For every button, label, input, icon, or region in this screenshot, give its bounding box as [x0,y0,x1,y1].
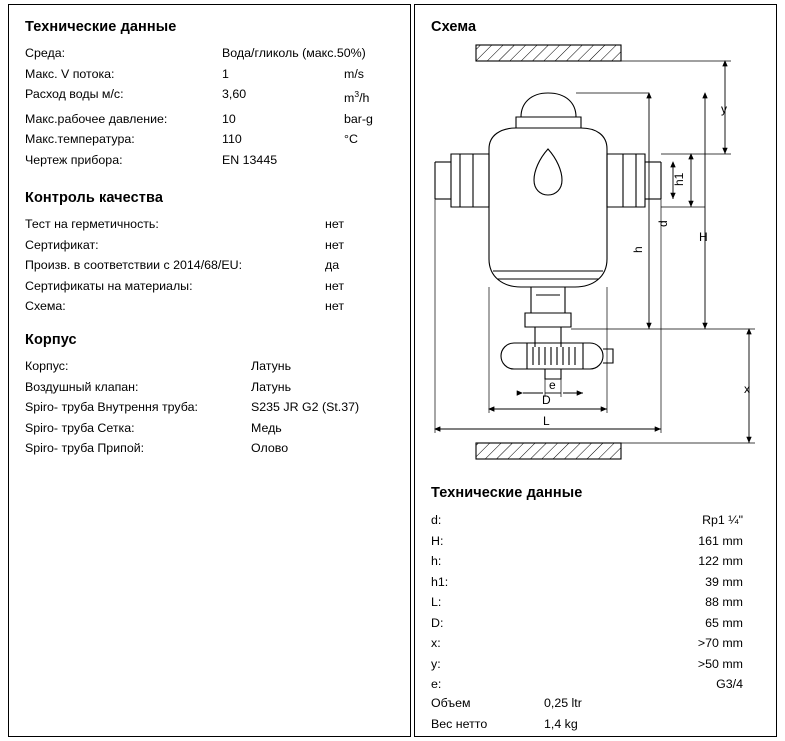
dimension-label-y: y [721,102,727,116]
table-row [25,276,400,297]
dimensions-table [431,485,761,695]
table-row [431,633,761,654]
table-row [431,654,761,675]
table-row [25,356,400,377]
table-row [25,84,400,109]
dimension-label-h1: h1 [672,172,686,186]
row-value: Латунь [251,379,292,394]
row-value: 0,25 ltr [544,696,582,710]
table-row [431,714,761,735]
table-row [431,693,761,714]
dimension-label-h: h [631,246,645,253]
table-row [25,255,400,276]
housing-title: Корпус [25,332,77,348]
row-value: 122 mm [698,554,743,568]
row-value: Rp1 ¼" [702,513,743,527]
volume-weight-table [431,693,761,734]
table-row [431,613,761,634]
row-label: H: [431,533,444,548]
scheme-title: Схема [431,19,477,35]
row-value: >50 mm [697,656,743,671]
row-value: G3/4 [716,677,743,691]
table-row [25,214,400,235]
product-drawing [415,31,776,481]
row-label: Корпус: [25,359,69,373]
row-value: Латунь [251,359,292,373]
row-label: e: [431,677,442,691]
row-value: нет [325,299,344,313]
row-label: D: [431,615,444,630]
left-panel [8,4,411,737]
table-row [25,377,400,398]
row-label: Объем [431,696,471,710]
row-value: нет [325,278,344,293]
table-row [25,235,400,256]
row-label: Макс.рабочее давление: [25,111,168,126]
table-row [431,572,761,593]
row-label: Схема: [25,299,66,313]
row-label: Вес нетто [431,716,488,731]
row-label: L: [431,595,442,609]
row-label: Сертификат: [25,237,99,252]
row-value: >70 mm [697,636,743,650]
row-value: 65 mm [705,615,743,630]
row-value: нет [325,217,344,231]
technical-data-title: Технические данные [25,19,177,35]
row-unit: m/s [344,66,364,81]
dimension-label-H: H [699,230,708,244]
table-row [25,64,400,85]
row-value: 161 mm [698,533,743,548]
row-label: Расход воды м/с: [25,87,124,101]
row-value: 88 mm [705,595,743,609]
row-label: Чертеж прибора: [25,152,123,167]
row-label: Произв. в соответствии с 2014/68/EU: [25,258,243,272]
dimension-label-d: d [656,220,670,227]
table-row [25,397,400,418]
row-unit: °C [344,132,358,147]
row-label: Воздушный клапан: [25,379,139,394]
row-value: 3,60 [222,87,247,101]
row-label: Макс.температура: [25,132,135,147]
row-value: 10 [222,111,236,126]
dimension-label-e: e [549,378,556,392]
quality-control-title: Контроль качества [25,190,163,206]
table-row [25,418,400,439]
table-row [431,592,761,613]
table-row [431,531,761,552]
row-label: y: [431,656,441,671]
row-value: Медь [251,420,282,435]
row-label: Spiro- труба Припой: [25,441,145,455]
dimension-label-L: L [543,414,550,428]
dimensions-title: Технические данные [431,485,583,501]
row-label: h: [431,554,442,568]
row-value: 1,4 kg [544,716,578,731]
row-unit: bar-g [344,111,373,126]
dimension-label-D: D [542,393,551,407]
table-row [25,109,400,130]
technical-data-section [25,19,400,170]
row-unit: $m^3/h$ [344,89,370,106]
row-value: нет [325,237,344,252]
row-value: Олово [251,441,289,455]
row-label: d: [431,513,442,527]
table-row [431,551,761,572]
table-row [431,674,761,695]
row-value: Вода/гликоль (макс.50%) [222,46,366,60]
dimension-label-x: x [744,382,750,396]
row-label: Spiro- труба Сетка: [25,420,135,435]
table-row [25,438,400,459]
row-label: Spiro- труба Внутрення труба: [25,400,198,414]
table-row [25,150,400,171]
row-value: S235 JR G2 (St.37) [251,400,360,414]
row-value: 1 [222,66,229,81]
row-label: x: [431,636,441,650]
table-row [25,129,400,150]
right-panel [414,4,777,737]
row-label: h1: [431,574,449,589]
row-value: EN 13445 [222,152,278,167]
table-row [431,510,761,531]
row-label: Тест на герметичность: [25,217,159,231]
quality-control-section [25,190,400,317]
row-label: Макс. V потока: [25,66,115,81]
table-row [25,296,400,317]
row-value: 110 [222,132,242,147]
housing-section [25,332,400,459]
unit-superscript: 3 [354,89,360,99]
table-row [25,43,400,64]
row-value: да [325,258,340,272]
row-label: Сертификаты на материалы: [25,278,193,293]
row-value: 39 mm [705,574,743,589]
row-label: Среда: [25,46,66,60]
